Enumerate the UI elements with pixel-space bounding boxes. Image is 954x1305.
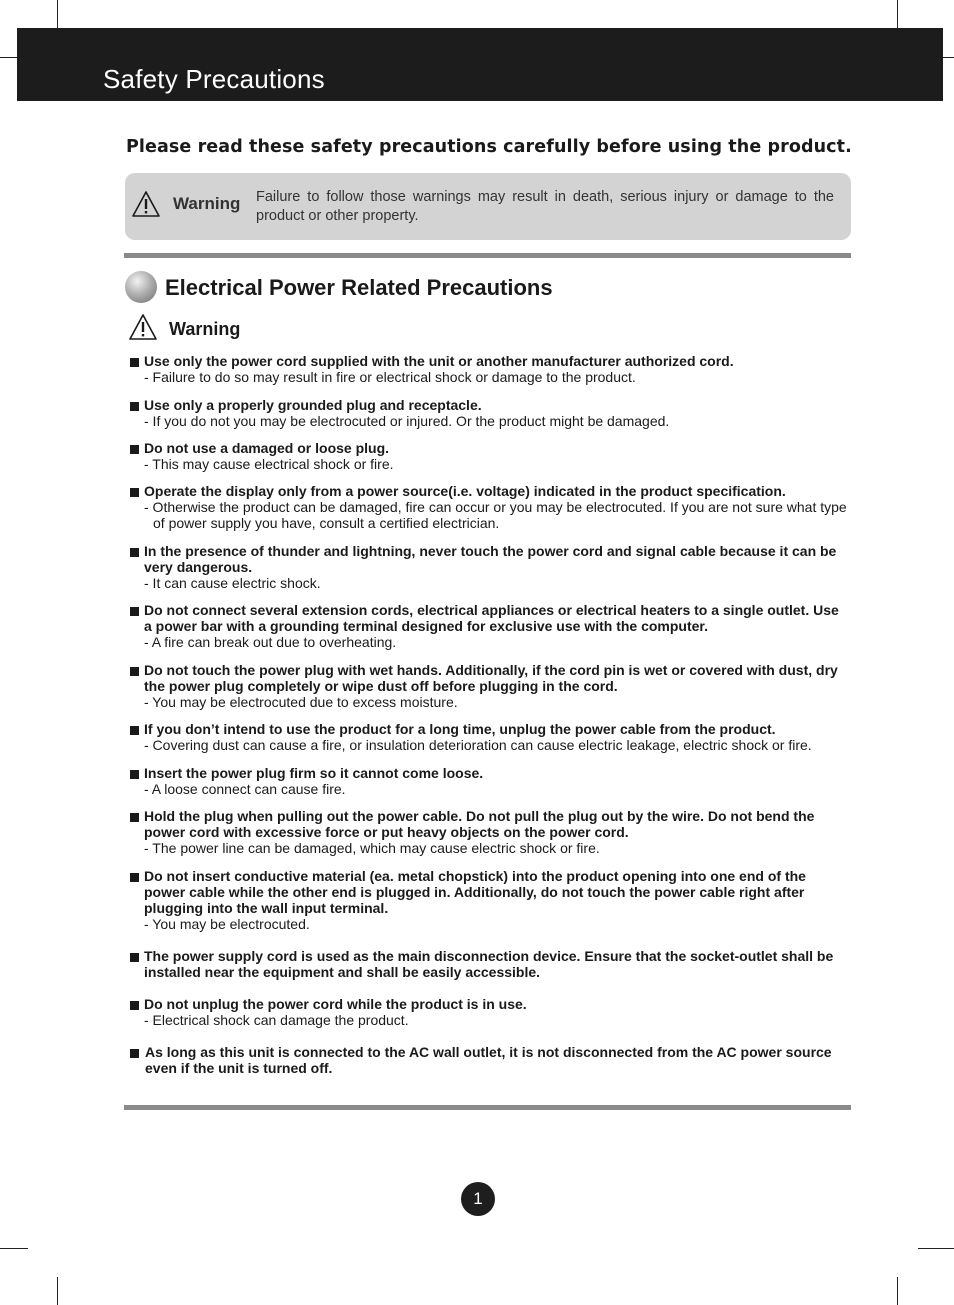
item-heading: In the presence of thunder and lightning, never touch the power cord and signal cable because it can be very dangerous.	[144, 543, 837, 575]
item-note: - You may be electrocuted due to excess moisture.	[144, 694, 458, 710]
list-item	[130, 765, 850, 797]
item-note: - You may be electrocuted.	[144, 916, 310, 932]
square-bullet-icon	[130, 548, 139, 557]
item-heading: As long as this unit is connected to the AC wall outlet, it is not disconnected from the AC power source even if the unit is turned off.	[145, 1044, 832, 1076]
warning-icon	[128, 313, 158, 346]
square-bullet-icon	[130, 1001, 139, 1010]
section-bullet-icon	[125, 271, 157, 303]
list-item	[130, 996, 850, 1028]
list-item	[130, 1044, 850, 1076]
crop-mark	[897, 1277, 898, 1305]
item-heading: Do not touch the power plug with wet hands. Additionally, if the cord pin is wet or covered with dust, dry the power plug completely or wipe dust off before plugging in the cord.	[144, 662, 838, 694]
item-note: - Otherwise the product can be damaged, fire can occur or you may be electrocuted. If you are not sure what type of power supply you have, consult a certified electrician.	[144, 499, 847, 531]
list-item	[130, 948, 850, 980]
item-note: - If you do not you may be electrocuted or injured. Or the product might be damaged.	[144, 413, 670, 429]
crop-mark	[897, 0, 898, 28]
square-bullet-icon	[130, 402, 139, 411]
list-item	[130, 602, 850, 650]
crop-mark	[0, 1248, 28, 1249]
crop-mark	[918, 1248, 954, 1249]
square-bullet-icon	[130, 813, 139, 822]
intro-text: Please read these safety precautions carefully before using the product.	[126, 137, 852, 157]
item-heading: Do not unplug the power cord while the product is in use.	[144, 996, 527, 1012]
item-heading: Do not use a damaged or loose plug.	[144, 440, 390, 456]
divider-bottom	[124, 1105, 851, 1110]
item-note: - Electrical shock can damage the product.	[144, 1012, 409, 1028]
list-item	[130, 483, 850, 531]
page-number: 1	[461, 1182, 495, 1216]
list-item	[130, 353, 850, 385]
item-heading: If you don’t intend to use the product for a long time, unplug the power cable from the product.	[144, 721, 776, 737]
divider-top	[124, 253, 851, 258]
list-item	[130, 808, 850, 856]
warning-label: Warning	[173, 194, 241, 213]
item-heading: Use only the power cord supplied with the unit or another manufacturer authorized cord.	[144, 353, 734, 369]
warning-text: Failure to follow those warnings may result in death, serious injury or damage to the product or other property.	[256, 189, 834, 224]
crop-mark	[57, 0, 58, 28]
item-note: - The power line can be damaged, which may cause electric shock or fire.	[144, 840, 600, 856]
square-bullet-icon	[130, 726, 139, 735]
square-bullet-icon	[130, 1049, 139, 1058]
header-bar	[17, 28, 943, 101]
item-note: - Covering dust can cause a fire, or insulation deterioration can cause electric leakage, electric shock or fire.	[144, 737, 812, 753]
list-item	[130, 440, 850, 472]
list-item	[130, 662, 850, 710]
square-bullet-icon	[130, 953, 139, 962]
item-heading: Do not connect several extension cords, electrical appliances or electrical heaters to a single outlet. Use a power bar with a grounding terminal designed for exclusive use with the computer.	[144, 602, 839, 634]
crop-mark	[0, 57, 17, 58]
list-item	[130, 397, 850, 429]
list-item	[130, 543, 850, 591]
item-note: - A fire can break out due to overheating.	[144, 634, 397, 650]
item-note: - A loose connect can cause fire.	[144, 781, 346, 797]
square-bullet-icon	[130, 488, 139, 497]
square-bullet-icon	[130, 873, 139, 882]
item-heading: Use only a properly grounded plug and receptacle.	[144, 397, 482, 413]
warning-icon	[131, 190, 161, 223]
item-heading: Operate the display only from a power source(i.e. voltage) indicated in the product specification.	[144, 483, 786, 499]
square-bullet-icon	[130, 770, 139, 779]
square-bullet-icon	[130, 445, 139, 454]
item-heading: The power supply cord is used as the main disconnection device. Ensure that the socket-outlet shall be installed near the equipment and shall be easily accessible.	[144, 948, 834, 980]
item-note: - Failure to do so may result in fire or electrical shock or damage to the product.	[144, 369, 636, 385]
section-title: Electrical Power Related Precautions	[165, 275, 553, 300]
item-note: - It can cause electric shock.	[144, 575, 321, 591]
square-bullet-icon	[130, 607, 139, 616]
crop-mark	[943, 57, 954, 58]
list-item	[130, 721, 850, 753]
crop-mark	[57, 1277, 58, 1305]
item-heading: Do not insert conductive material (ea. metal chopstick) into the product opening into one end of the power cable while the other end is plugged in. Additionally, do not touch the power cable right after plugging into the wall input terminal.	[144, 868, 806, 916]
list-item	[130, 868, 850, 932]
item-heading: Insert the power plug firm so it cannot come loose.	[144, 765, 484, 781]
warning-box	[125, 173, 851, 240]
square-bullet-icon	[130, 667, 139, 676]
item-note: - This may cause electrical shock or fire.	[144, 456, 394, 472]
square-bullet-icon	[130, 358, 139, 367]
section-warning-label: Warning	[169, 319, 241, 339]
page-title: Safety Precautions	[103, 64, 325, 94]
item-heading: Hold the plug when pulling out the power cable. Do not pull the plug out by the wire. Do not bend the power cord with excessive force or put heavy objects on the power cord.	[144, 808, 815, 840]
